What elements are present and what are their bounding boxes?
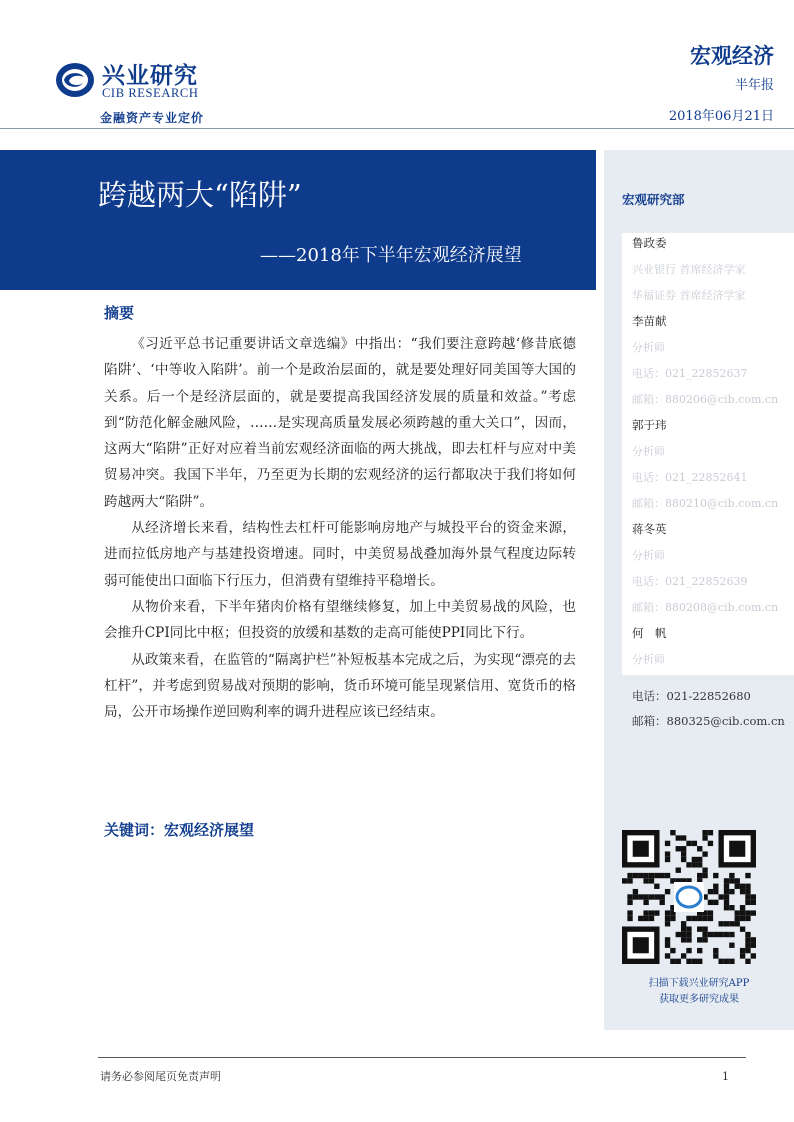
qr-module	[633, 873, 638, 878]
analyst-detail: 电话：021_22852637	[632, 367, 748, 380]
qr-module	[740, 905, 745, 910]
qr-module	[708, 910, 713, 915]
analyst-detail: 分析师	[632, 653, 665, 666]
qr-module	[745, 916, 750, 921]
abstract-paragraph: 从物价来看，下半年猪肉价格有望继续修复，加上中美贸易战的风险，也会推升CPI同比中枢；但投资的放缓和基数的走高可能使PPI同比下行。	[104, 598, 576, 642]
qr-module	[692, 857, 697, 862]
qr-module	[708, 916, 713, 921]
analyst-detail: 邮箱：880208@cib.com.cn	[632, 601, 779, 614]
header-divider	[0, 128, 794, 129]
qr-module	[676, 835, 681, 840]
qr-module	[627, 900, 632, 905]
analyst-detail: 邮箱：880206@cib.com.cn	[632, 393, 779, 406]
qr-module	[745, 884, 750, 889]
qr-module	[681, 921, 686, 926]
qr-module	[729, 905, 734, 910]
qr-module	[735, 884, 740, 889]
qr-module	[724, 905, 729, 910]
qr-module	[735, 910, 740, 915]
qr-module	[681, 851, 686, 856]
qr-module	[670, 948, 675, 953]
qr-module	[633, 894, 638, 899]
report-subtitle: ——2018年下半年宏观经济展望	[260, 245, 522, 266]
qr-caption	[604, 976, 794, 1008]
qr-module	[724, 932, 729, 937]
qr-module	[718, 894, 723, 899]
qr-module	[735, 878, 740, 883]
qr-module	[702, 926, 707, 931]
report-frequency: 半年报	[734, 78, 774, 93]
abstract-paragraph: 从经济增长来看，结构性去杠杆可能影响房地产与城投平台的资金来源，进而拉低房地产与基建投资增速。同时，中美贸易战叠加海外景气程度边际转弱可能使出口面临下行压力，但消费有望维持平稳增长。	[104, 520, 576, 589]
qr-module	[643, 900, 648, 905]
qr-module	[660, 873, 665, 878]
qr-module	[649, 873, 654, 878]
qr-module	[745, 943, 750, 948]
abstract-paragraph: 从政策来看，在监管的“隔离护栏”补短板基本完成之后，为实现“漂亮的去杠杆”，并考虑到贸易战对预期的影响，货币环境可能呈现紧信用、宽货币的格局，公开市场操作逆回购利率的调升进程应该已经结束。	[104, 651, 576, 721]
logo-chinese-text: 兴业研究	[102, 63, 198, 89]
qr-module	[681, 937, 686, 942]
qr-module	[702, 937, 707, 942]
qr-module	[660, 900, 665, 905]
qr-module	[745, 948, 750, 953]
qr-module	[681, 932, 686, 937]
abstract-heading: 摘要	[104, 304, 135, 322]
qr-module	[643, 873, 648, 878]
qr-module	[654, 884, 659, 889]
cib-logo-icon	[54, 59, 96, 101]
qr-finder-core	[729, 841, 745, 857]
qr-module	[643, 894, 648, 899]
qr-module	[665, 851, 670, 856]
qr-module	[692, 916, 697, 921]
qr-module	[686, 959, 691, 964]
qr-module	[697, 857, 702, 862]
qr-module	[627, 910, 632, 915]
qr-module	[665, 921, 670, 926]
qr-module	[745, 873, 750, 878]
report-title: 跨越两大“陷阱”	[98, 178, 302, 212]
qr-module	[649, 894, 654, 899]
qr-module	[627, 916, 632, 921]
qr-module	[622, 878, 627, 883]
qr-module	[702, 851, 707, 856]
qr-module	[740, 910, 745, 915]
qr-module	[702, 868, 707, 873]
qr-module	[724, 900, 729, 905]
qr-module	[713, 900, 718, 905]
qr-module	[654, 910, 659, 915]
qr-module	[627, 894, 632, 899]
qr-module	[751, 900, 756, 905]
analyst-detail: 电话：021_22852641	[632, 471, 748, 484]
qr-module	[627, 878, 632, 883]
qr-module	[670, 959, 675, 964]
qr-module	[702, 916, 707, 921]
qr-module	[724, 884, 729, 889]
analyst-name: 何 帆	[632, 626, 667, 640]
qr-finder-core	[633, 937, 649, 953]
analyst-name: 鲁政委	[632, 236, 667, 250]
qr-module	[751, 953, 756, 958]
qr-module	[708, 932, 713, 937]
qr-module	[692, 841, 697, 846]
qr-module	[686, 926, 691, 931]
analyst-detail: 分析师	[632, 549, 665, 562]
analyst-detail: 华福证券 首席经济学家	[632, 289, 746, 302]
qr-module	[713, 884, 718, 889]
logo-english-text: CIB RESEARCH	[102, 86, 199, 100]
qr-module	[638, 873, 643, 878]
qr-module	[740, 926, 745, 931]
analyst-name: 蒋冬英	[632, 522, 667, 536]
footer-divider	[98, 1057, 746, 1058]
qr-module	[724, 894, 729, 899]
qr-module	[681, 835, 686, 840]
qr-module	[729, 943, 734, 948]
qr-caption-line-1: 扫描下载兴业研究APP	[648, 978, 750, 989]
qr-module	[708, 830, 713, 835]
qr-module	[702, 830, 707, 835]
qr-module	[665, 910, 670, 915]
qr-module	[713, 889, 718, 894]
qr-module	[729, 959, 734, 964]
qr-module	[676, 846, 681, 851]
company-logo	[54, 57, 224, 105]
analyst-detail: 分析师	[632, 341, 665, 354]
qr-module	[751, 937, 756, 942]
qr-module	[745, 910, 750, 915]
qr-module	[740, 889, 745, 894]
qr-module	[686, 937, 691, 942]
qr-module	[649, 916, 654, 921]
qr-module	[697, 959, 702, 964]
qr-module	[718, 921, 723, 926]
qr-module	[665, 857, 670, 862]
qr-module	[735, 916, 740, 921]
qr-module	[697, 873, 702, 878]
qr-code	[622, 830, 756, 964]
qr-module	[670, 916, 675, 921]
qr-module	[686, 932, 691, 937]
qr-module	[729, 889, 734, 894]
qr-module	[745, 900, 750, 905]
qr-module	[718, 959, 723, 964]
qr-module	[724, 959, 729, 964]
qr-module	[745, 959, 750, 964]
qr-module	[729, 878, 734, 883]
tagline: 金融资产专业定价	[100, 111, 205, 125]
department-name: 宏观研究部	[622, 192, 685, 207]
report-category: 宏观经济	[690, 44, 774, 68]
analyst-detail: 邮箱：880210@cib.com.cn	[632, 497, 779, 510]
qr-module	[649, 910, 654, 915]
qr-module	[686, 841, 691, 846]
qr-module	[643, 916, 648, 921]
analyst-detail: 兴业银行 首席经济学家	[632, 263, 746, 276]
qr-module	[718, 932, 723, 937]
qr-module	[729, 932, 734, 937]
keywords: 关键词：宏观经济展望	[104, 821, 255, 839]
qr-module	[638, 916, 643, 921]
qr-module	[686, 862, 691, 867]
qr-module	[681, 857, 686, 862]
report-date: 2018年06月21日	[668, 109, 774, 124]
qr-module	[665, 889, 670, 894]
qr-module	[697, 948, 702, 953]
qr-module	[676, 959, 681, 964]
abstract-paragraph: 《习近平总书记重要讲话文章选编》中指出：“我们要注意跨越‘修昔底德陷阱’、‘中等收入陷阱’。前一个是政治层面的，就是要处理好同美国等大国的关系。后一个是经济层面的，就是要提高我国经济发展的质量和效益。”考虑到“防范化解金融风险，……是实现高质量发展必须跨越的重大关口”，因而，这两大“陷阱”正好对应着当前宏观经济面临的两大挑战，即去杠杆与应对中美贸易冲突。我国下半年，乃至更为长期的宏观经济的运行都取决于我们将如何跨越两大“陷阱”。	[104, 336, 576, 510]
qr-module	[724, 878, 729, 883]
analyst-name: 李苗献	[632, 314, 667, 328]
qr-module	[660, 894, 665, 899]
qr-module	[702, 835, 707, 840]
qr-module	[681, 953, 686, 958]
qr-module	[643, 910, 648, 915]
qr-module	[681, 846, 686, 851]
qr-module	[745, 937, 750, 942]
analyst-list	[622, 233, 794, 675]
qr-module	[735, 921, 740, 926]
qr-module	[665, 937, 670, 942]
qr-module	[665, 873, 670, 878]
qr-module	[697, 937, 702, 942]
qr-module	[729, 873, 734, 878]
qr-module	[724, 921, 729, 926]
analyst-detail: 电话：021_22852639	[632, 575, 748, 588]
qr-module	[708, 841, 713, 846]
qr-module	[686, 948, 691, 953]
qr-module	[740, 948, 745, 953]
qr-module	[665, 943, 670, 948]
qr-module	[627, 873, 632, 878]
qr-module	[713, 873, 718, 878]
qr-module	[751, 943, 756, 948]
qr-module	[697, 926, 702, 931]
qr-module	[713, 932, 718, 937]
disclaimer-note: 请务必参阅尾页免责声明	[100, 1070, 221, 1083]
qr-module	[713, 948, 718, 953]
qr-caption-line-2: 获取更多研究成果	[659, 994, 739, 1005]
qr-module	[708, 889, 713, 894]
qr-module	[740, 884, 745, 889]
qr-module	[676, 932, 681, 937]
qr-module	[692, 959, 697, 964]
title-banner	[0, 150, 596, 290]
contact-email: 邮箱：880325@cib.com.cn	[632, 714, 785, 728]
qr-module	[745, 889, 750, 894]
contact-phone: 电话：021-22852680	[632, 689, 751, 703]
qr-module	[665, 916, 670, 921]
qr-module	[751, 910, 756, 915]
qr-module	[643, 878, 648, 883]
qr-module	[665, 953, 670, 958]
qr-module	[681, 926, 686, 931]
analyst-detail: 分析师	[632, 445, 665, 458]
qr-module	[633, 889, 638, 894]
qr-module	[724, 889, 729, 894]
qr-module	[638, 894, 643, 899]
qr-module	[697, 916, 702, 921]
analyst-name: 郭于玮	[632, 418, 667, 432]
qr-module	[740, 916, 745, 921]
qr-module	[708, 900, 713, 905]
qr-module	[686, 916, 691, 921]
qr-module	[702, 873, 707, 878]
qr-module	[676, 868, 681, 873]
qr-module	[654, 894, 659, 899]
qr-module	[740, 953, 745, 958]
qr-module	[692, 862, 697, 867]
qr-module	[649, 878, 654, 883]
qr-module	[745, 932, 750, 937]
qr-module	[670, 830, 675, 835]
qr-module	[697, 846, 702, 851]
qr-module	[729, 921, 734, 926]
qr-module	[745, 894, 750, 899]
qr-module	[654, 873, 659, 878]
abstract-body	[104, 331, 576, 725]
qr-module	[665, 841, 670, 846]
qr-finder-core	[633, 841, 649, 857]
qr-module	[697, 862, 702, 867]
page-number: 1	[722, 1070, 729, 1083]
qr-module	[751, 894, 756, 899]
qr-module	[702, 932, 707, 937]
qr-module	[713, 953, 718, 958]
